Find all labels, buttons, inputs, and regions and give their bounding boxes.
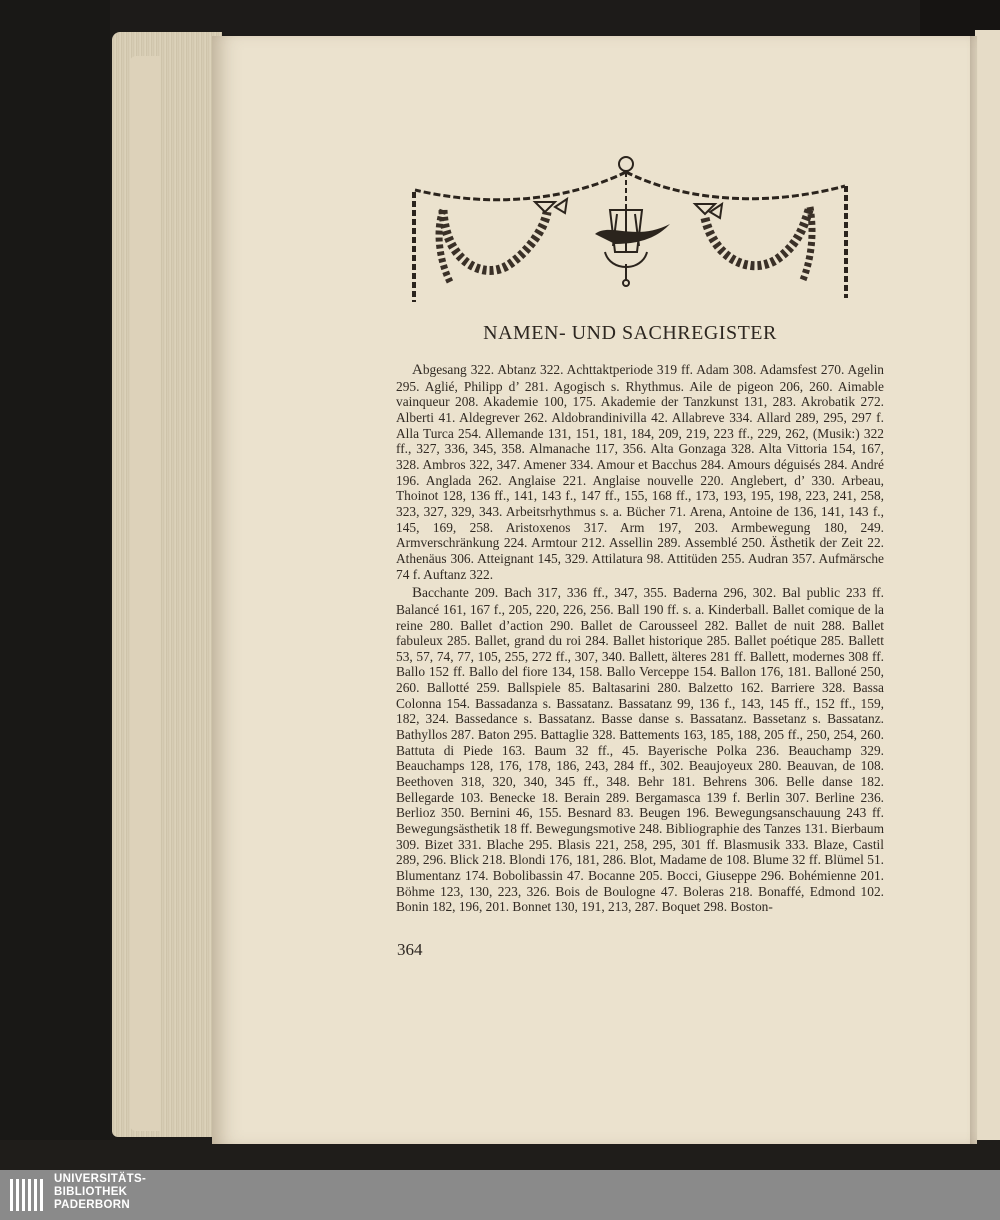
paragraph-text: acchante 209. Bach 317, 336 ff., 347, 355. Baderna 296, 302. Bal public 233 ff. Balancé 161, 167 f., 205, 220, 226, 256. Ball 190 ff. s. a. Kinderball. Ballet comique de la reine 280. Ballet d’action 290. Ballet de Carousseel 282. Ballet de nuit 288. Ballet fabuleux 285. Ballet, grand du roi 284. Ballet historique 285. Ballet poétique 285. Ballett 53, 57, 74, 77, 105, 255, 272 ff., 307, 340. Ballett, älteres 281 ff. Ballett, modernes 308 ff. Ballo 152 ff. Ballo del fiore 134, 158. Ballo Verceppe 154. Ballon 176, 181. Balloné 250, 260. Ballotté 259. Ballspiele 85. Baltasarini 280. Balzetto 162. Barriere 328. Bassa Colonna 154. Bassadanza s. Bassatanz. Bassatanz 99, 136 f., 143, 145 ff., 152 ff., 159, 182, 324. Bassedance s. Bassatanz. Basse danse s. Bassatanz. Bassetanz s. Bassatanz. Bathyllos 287. Baton 295. Battaglie 328. Battements 163, 185, 188, 205 ff., 250, 254, 260. Battuta di Piede 163. Baum 32 ff., 45. Bayerische Polka 236. Beauchamp 329. Beauchamps 128, 176, 178, 186, 243, 284 ff., 302. Beaujoyeux 280. Beauvan, de 108. Beethoven 318, 320, 340, 345 ff., 348. Behr 181. Behrens 306. Belle danse 182. Bellegarde 103. Benecke 18. Berain 289. Bergamasca 139 f. Berlin 307. Berline 236. Berlioz 350. Bernini 46, 155. Besnard 83. Beugen 196. Bewegungsanschauung 243 ff. Bewegungsästhetik 18 ff. Bewegungsmotive 248. Bibliographie des Tanzes 131. Bierbaum 309. Bizet 331. Blache 295. Blasis 221, 258, 295, 301 ff. Blasmusik 333. Blaze, Castil 289, 296. Blick 218. Blondi 176, 181, 286. Blot, Madame de 108. Blume 32 ff. Blümel 51. Blumentanz 174. Bobolibassin 47. Bocanne 205. Bocci, Giuseppe 296. Bohémienne 201. Böhme 123, 130, 223, 326. Bois de Boulogne 47. Boleras 218. Bonaffé, Edmond 102. Bonin 182, 196, 201. Bonnet 130, 191, 213, 287. Boquet 298. Boston- [396,585,884,915]
index-paragraph-a [396,362,884,582]
gutter-shadow [970,36,978,1144]
index-text [396,362,884,915]
library-name-line: UNIVERSITÄTS- [54,1173,147,1185]
paragraph-text: bgesang 322. Abtanz 322. Achttaktperiode 319 ff. Adam 308. Adamsfest 270. Agelin 295. Aglié, Philipp d’ 281. Agogisch s. Rhythmus. Aile de pigeon 206, 260. Aimable vainqueur 208. Akademie 100, 175. Akademie der Tanzkunst 131, 283. Akrobatik 272. Alberti 41. Aldegrever 262. Aldobrandinivilla 42. Allabreve 334. Allard 289, 295, 297 f. Alla Turca 254. Allemande 131, 151, 181, 184, 209, 219, 223 ff., 229, 262, (Musik:) 322 ff., 327, 336, 345, 358. Almanache 117, 356. Alta Gonzaga 328. Alta Vittoria 154, 167, 328. Ambros 322, 347. Amener 334. Amour et Bacchus 284. Amours déguisés 284. André 196. Anglada 262. Anglaise 221. Anglaise nouvelle 220. Anglebert, d’ 330. Arbeau, Thoinot 128, 136 ff., 141, 143 f., 147 ff., 155, 168 ff., 173, 193, 195, 198, 223, 241, 258, 323, 327, 329, 343. Arbeitsrhythmus s. a. Bücher 71. Arena, Antoine de 136, 141, 143 f., 145, 169, 258. Aristoxenos 317. Arm 197, 203. Armbewegung 180, 249. Armverschränkung 224. Armtour 212. Assellin 289. Assemblé 250. Ästhetik der Zeit 22. Athenäus 306. Atteignant 145, 329. Attilatura 98. Attitüden 255. Audran 357. Aufmärsche 74 f. Auftanz 322. [396,362,884,582]
garland-ornament [405,152,855,308]
page-number: 364 [397,940,423,959]
library-footer [0,1170,1000,1220]
book-fore-edge [130,56,160,1131]
library-logo-icon [6,1175,46,1215]
library-name [54,1173,146,1212]
page-title: NAMEN- UND SACHREGISTER [483,322,777,344]
background-left [0,0,110,1170]
library-name-line: PADERBORN [54,1199,130,1211]
background-bottom [0,1140,1000,1170]
next-page-edge [975,30,1000,1140]
book-page-edges [112,32,222,1137]
library-name-line: BIBLIOTHEK [54,1186,128,1198]
paragraph-initial: A [412,362,423,378]
index-paragraph-b [396,585,884,915]
paragraph-initial: B [412,585,423,602]
